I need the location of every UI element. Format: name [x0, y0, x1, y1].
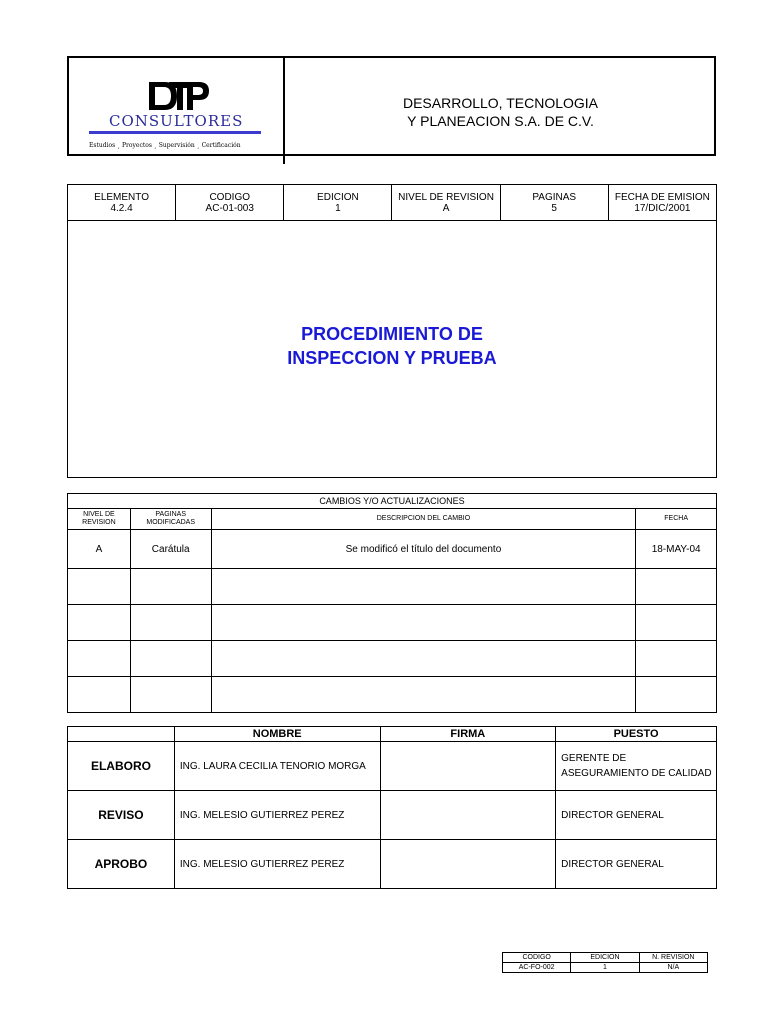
table-row: [68, 641, 717, 677]
footer-revision-label: N. REVISION: [639, 953, 707, 963]
cell-firma: [380, 742, 556, 791]
empty-cell: [68, 677, 131, 713]
puesto-line2: ASEGURAMIENTO DE CALIDAD: [561, 768, 712, 779]
info-cell-nivel-revision: [392, 185, 500, 221]
document-header: [67, 56, 716, 156]
cell-firma: [380, 840, 556, 889]
info-label: EDICION: [317, 192, 359, 203]
info-cell-codigo: [176, 185, 284, 221]
row-label-elaboro: ELABORO: [68, 742, 175, 791]
table-row: [68, 677, 717, 713]
puesto-line1: GERENTE DE: [561, 753, 627, 764]
empty-cell: [636, 569, 717, 605]
empty-cell: [130, 569, 211, 605]
cell-puesto: [556, 742, 717, 791]
header-descripcion: DESCRIPCION DEL CAMBIO: [211, 509, 636, 530]
header-nivel-line1: NIVEL DE: [83, 511, 115, 518]
empty-cell: [211, 569, 636, 605]
header-blank: [68, 727, 175, 742]
footer-codigo: AC-FO-002: [503, 963, 571, 973]
company-logo: [69, 58, 283, 154]
document-title-line1: PROCEDIMIENTO DE: [301, 324, 483, 344]
table-row: [68, 840, 717, 889]
table-row: [68, 791, 717, 840]
footer-edicion-label: EDICION: [571, 953, 639, 963]
info-value: AC-01-003: [205, 203, 254, 214]
company-name-line2: Y PLANEACION S.A. DE C.V.: [407, 113, 594, 129]
document-title: [68, 322, 716, 370]
header-nivel-line2: REVISION: [82, 519, 116, 526]
info-cell-fecha-emision: [608, 185, 716, 221]
row-label-reviso: REVISO: [68, 791, 175, 840]
company-name: [285, 94, 716, 130]
changes-caption: CAMBIOS Y/O ACTUALIZACIONES: [68, 494, 717, 509]
info-value: 4.2.4: [110, 203, 133, 214]
logo-text: CONSULTORES: [109, 112, 244, 130]
info-cell-paginas: [500, 185, 608, 221]
info-value: 5: [551, 203, 557, 214]
dtp-logo-mark: [143, 78, 213, 114]
header-paginas-line2: MODIFICADAS: [146, 519, 196, 526]
info-label: FECHA DE EMISION: [614, 192, 710, 203]
cell-fecha: 18-MAY-04: [636, 530, 717, 569]
info-label: CODIGO: [209, 192, 251, 203]
document-info-table: [67, 184, 717, 221]
table-row: [68, 569, 717, 605]
footer-form-table: [502, 952, 708, 973]
header-nombre: NOMBRE: [174, 727, 380, 742]
table-row: [68, 605, 717, 641]
info-label: ELEMENTO: [94, 192, 149, 203]
empty-cell: [130, 641, 211, 677]
info-value: 1: [335, 203, 341, 214]
empty-cell: [211, 605, 636, 641]
cell-nombre: ING. LAURA CECILIA TENORIO MORGA: [174, 742, 380, 791]
header-firma: FIRMA: [380, 727, 556, 742]
cell-nombre: ING. MELESIO GUTIERREZ PEREZ: [174, 791, 380, 840]
empty-cell: [636, 605, 717, 641]
cell-nombre: ING. MELESIO GUTIERREZ PEREZ: [174, 840, 380, 889]
info-label: NIVEL DE REVISION: [398, 192, 494, 203]
logo-tagline: Estudios ¸ Proyectos ¸ Supervisión ¸ Certificación: [89, 142, 241, 149]
cell-nivel: A: [68, 530, 131, 569]
empty-cell: [68, 569, 131, 605]
header-puesto: PUESTO: [556, 727, 717, 742]
row-label-aprobo: APROBO: [68, 840, 175, 889]
header-paginas-line1: PAGINAS: [155, 511, 187, 518]
company-name-line1: DESARROLLO, TECNOLOGIA: [402, 95, 598, 111]
document-title-line2: INSPECCION Y PRUEBA: [287, 348, 497, 368]
cell-descripcion: Se modificó el título del documento: [211, 530, 636, 569]
footer-edicion: 1: [571, 963, 639, 973]
empty-cell: [211, 641, 636, 677]
info-label: PAGINAS: [532, 192, 577, 203]
cell-puesto: DIRECTOR GENERAL: [556, 791, 717, 840]
empty-cell: [130, 677, 211, 713]
header-nivel-revision: [68, 509, 131, 530]
info-cell-elemento: [68, 185, 176, 221]
cell-puesto: DIRECTOR GENERAL: [556, 840, 717, 889]
cell-firma: [380, 791, 556, 840]
logo-underline: [89, 131, 261, 134]
cell-paginas: Carátula: [130, 530, 211, 569]
empty-cell: [636, 677, 717, 713]
empty-cell: [130, 605, 211, 641]
info-cell-edicion: [284, 185, 392, 221]
info-value: 17/DIC/2001: [634, 203, 691, 214]
table-row: [68, 530, 717, 569]
changes-table: [67, 493, 717, 713]
footer-codigo-label: CODIGO: [503, 953, 571, 963]
empty-cell: [68, 605, 131, 641]
footer-revision: N/A: [639, 963, 707, 973]
title-box: [67, 220, 717, 478]
empty-cell: [636, 641, 717, 677]
empty-cell: [68, 641, 131, 677]
table-row: [68, 742, 717, 791]
header-fecha: FECHA: [636, 509, 717, 530]
header-paginas-modificadas: [130, 509, 211, 530]
signatures-table: [67, 726, 717, 889]
empty-cell: [211, 677, 636, 713]
info-value: A: [442, 203, 450, 214]
